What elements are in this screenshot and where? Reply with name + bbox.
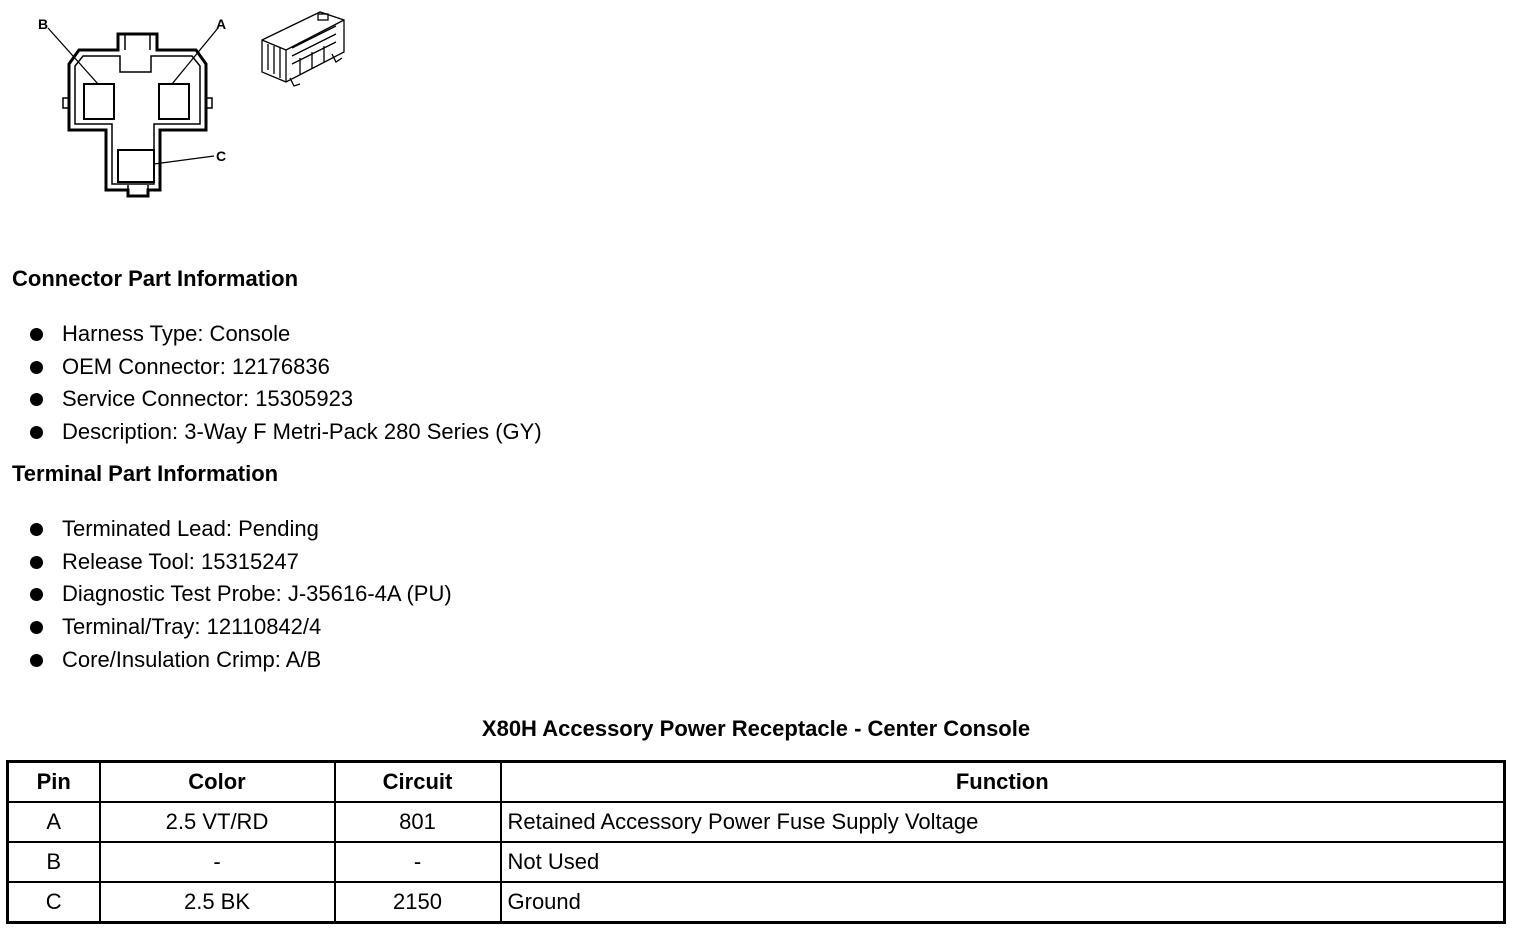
cavity-b: [84, 84, 114, 119]
bullet-icon: [30, 588, 43, 601]
list-item-text: Release Tool: 15315247: [62, 548, 299, 574]
cell-pin: C: [8, 882, 100, 923]
cavity-c: [118, 150, 154, 182]
list-item: [28, 611, 452, 644]
terminal-part-info-heading: Terminal Part Information: [12, 461, 279, 486]
list-item-text: Core/Insulation Crimp: A/B: [62, 646, 322, 672]
pinout-table-title: X80H Accessory Power Receptacle - Center Console: [481, 716, 1031, 741]
list-item: [28, 416, 542, 449]
table-row: [8, 802, 1505, 842]
list-item: [28, 644, 452, 677]
list-item-text: Service Connector: 15305923: [62, 386, 354, 412]
cavity-a: [159, 84, 189, 119]
header-color: Color: [100, 762, 335, 803]
cell-color: 2.5 VT/RD: [100, 802, 335, 842]
bullet-icon: [30, 426, 43, 439]
bullet-icon: [30, 393, 43, 406]
cell-pin: A: [8, 802, 100, 842]
header-pin: Pin: [8, 762, 100, 803]
list-item: [28, 513, 452, 546]
list-item: [28, 546, 452, 579]
list-item: [28, 383, 542, 416]
bullet-icon: [30, 556, 43, 569]
bullet-icon: [30, 654, 43, 667]
list-item-text: OEM Connector: 12176836: [62, 353, 330, 379]
list-item: [28, 578, 452, 611]
cell-function: Ground: [501, 882, 1505, 923]
terminal-part-info-list: [28, 513, 452, 677]
list-item-text: Terminated Lead: Pending: [62, 516, 319, 541]
connector-face-diagram: [0, 0, 360, 205]
list-item-text: Description: 3-Way F Metri-Pack 280 Series (GY): [62, 419, 542, 445]
cell-color: 2.5 BK: [100, 882, 335, 923]
table-row: [8, 882, 1505, 923]
cell-function: Not Used: [501, 842, 1505, 882]
bullet-icon: [30, 328, 43, 341]
bullet-icon: [30, 523, 43, 536]
connector-part-info-heading: Connector Part Information: [12, 266, 299, 291]
pinout-table: [6, 760, 1506, 924]
cell-circuit: 801: [335, 802, 501, 842]
connector-isometric-view: [262, 12, 344, 86]
connector-housing-outline: [69, 34, 206, 196]
cell-circuit: 2150: [335, 882, 501, 923]
list-item-text: Harness Type: Console: [62, 321, 291, 346]
pin-label-a: A: [216, 16, 227, 32]
list-item-text: Diagnostic Test Probe: J-35616-4A (PU): [62, 581, 452, 607]
bullet-icon: [30, 621, 43, 634]
cell-function: Retained Accessory Power Fuse Supply Voltage: [501, 802, 1505, 842]
list-item: [28, 318, 542, 351]
pin-label-b: B: [38, 16, 49, 32]
header-circuit: Circuit: [335, 762, 501, 803]
connector-part-info-list: [28, 318, 542, 449]
cell-circuit: -: [335, 842, 501, 882]
table-row: [8, 842, 1505, 882]
cell-color: -: [100, 842, 335, 882]
cell-pin: B: [8, 842, 100, 882]
list-item: [28, 351, 542, 384]
pin-label-c: C: [216, 148, 227, 164]
table-header-row: [8, 762, 1505, 803]
header-function: Function: [501, 762, 1505, 803]
bullet-icon: [30, 361, 43, 374]
list-item-text: Terminal/Tray: 12110842/4: [62, 614, 322, 640]
